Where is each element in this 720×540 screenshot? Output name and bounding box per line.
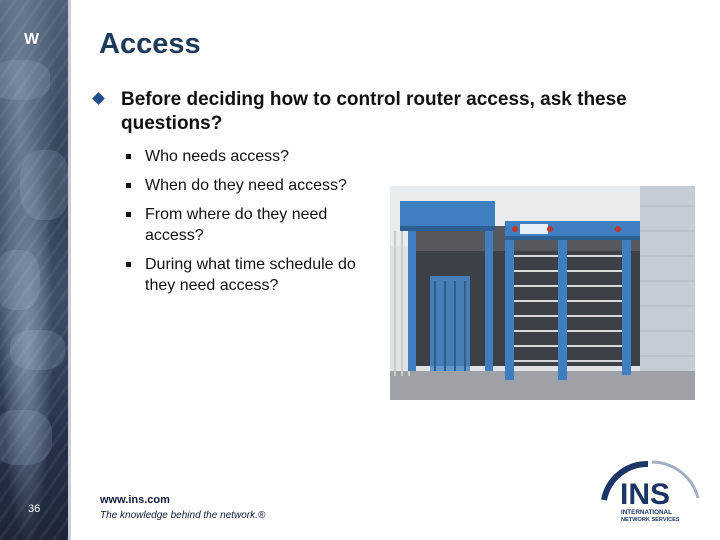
footer-url: www.ins.com <box>100 494 170 506</box>
diamond-bullet-icon <box>92 92 105 105</box>
list-item <box>124 254 370 296</box>
main-bullet-text: Before deciding how to control router access, ask these questions? <box>121 89 627 134</box>
footer-tagline: The knowledge behind the network.® <box>100 510 266 521</box>
sub-bullet-text: When do they need access? <box>145 177 347 194</box>
sidebar-image <box>0 0 68 540</box>
square-bullet-icon <box>126 262 131 267</box>
slide-number: 36 <box>28 503 41 515</box>
sub-bullet-text: Who needs access? <box>145 148 290 165</box>
ins-logo <box>600 460 700 524</box>
sub-bullet-text: During what time schedule do they need access? <box>145 256 356 294</box>
square-bullet-icon <box>126 154 131 159</box>
list-item <box>124 175 374 196</box>
logo-name: INS <box>620 478 671 511</box>
sub-bullet-list <box>124 146 374 296</box>
logo-line2: NETWORK SERVICES <box>621 517 680 523</box>
list-item <box>124 204 360 246</box>
square-bullet-icon <box>126 183 131 188</box>
square-bullet-icon <box>126 212 131 217</box>
logo-line1: INTERNATIONAL <box>621 509 672 516</box>
sub-bullet-text: From where do they need access? <box>145 206 328 244</box>
list-item <box>124 146 374 167</box>
slide-title: Access <box>99 28 201 60</box>
turnstile-photo <box>390 186 695 400</box>
sidebar-logo-text: W <box>24 31 40 48</box>
sidebar-divider <box>68 0 71 540</box>
